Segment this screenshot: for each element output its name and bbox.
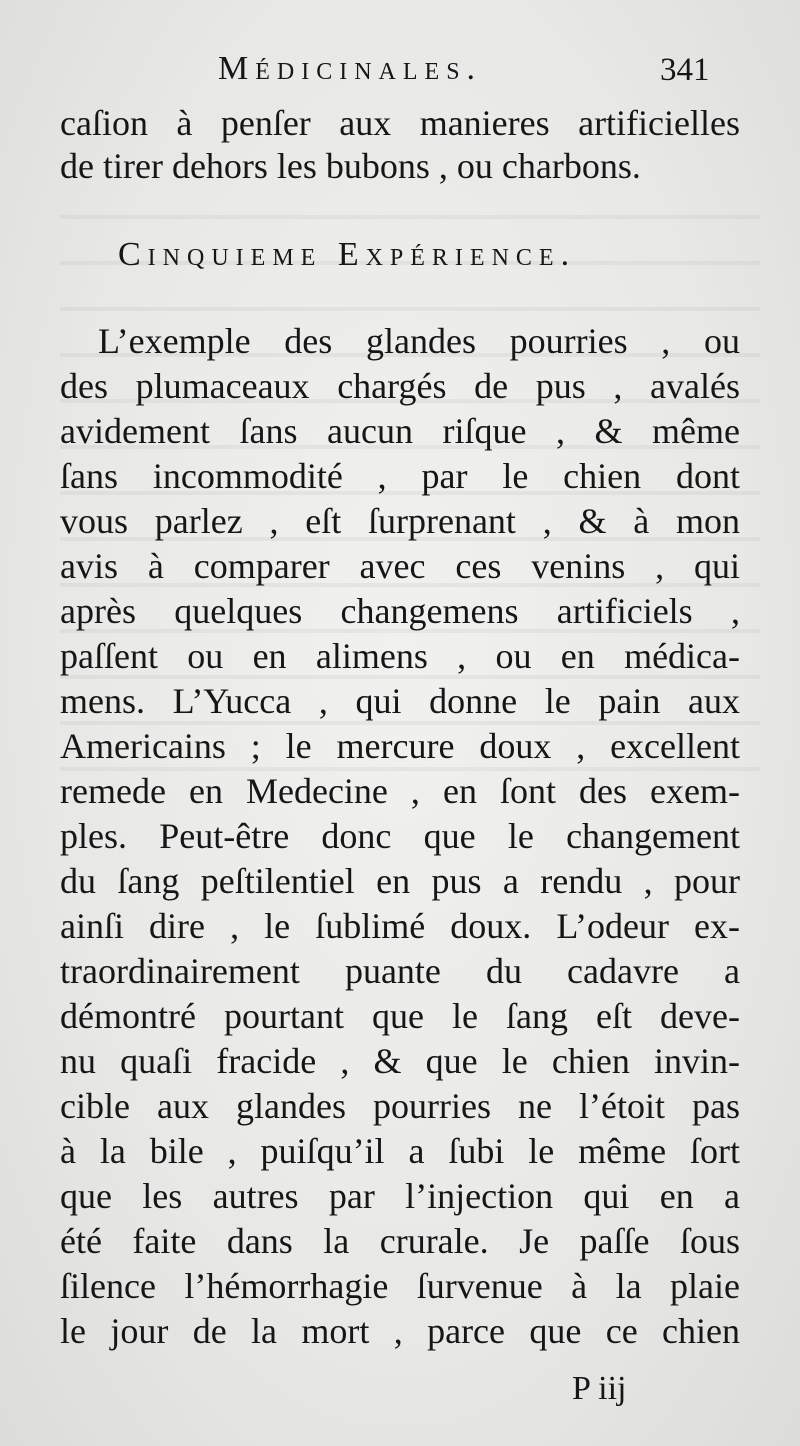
- text-line: des plumaceaux chargés de pus , avalés: [60, 366, 740, 406]
- running-head-title: Médicinales.: [218, 50, 483, 87]
- text-line: ſilence l’hémorrhagie ſurvenue à la plaie: [60, 1266, 740, 1306]
- text-line: que les autres par l’injection qui en a: [60, 1176, 740, 1216]
- text-line: ples. Peut-être donc que le changement: [60, 816, 740, 856]
- text-line: du ſang peſtilentiel en pus a rendu , pour: [60, 861, 740, 901]
- text-line: avidement ſans aucun riſque , & même: [60, 411, 740, 451]
- text-line: après quelques changemens artificiels ,: [60, 591, 740, 631]
- text-line: démontré pourtant que le ſang eſt deve-: [60, 996, 740, 1036]
- text-line: remede en Medecine , en ſont des exem-: [60, 771, 740, 811]
- text-line: cible aux glandes pourries ne l’étoit pas: [60, 1086, 740, 1126]
- text-line: avis à comparer avec ces venins , qui: [60, 546, 740, 586]
- paragraph-first-line: L’exemple des glandes pourries , ou: [98, 321, 740, 361]
- page-number: 341: [660, 52, 710, 88]
- text-line: de tirer dehors les bubons , ou charbons.: [60, 146, 641, 186]
- text-line: Americains ; le mercure doux , excellent: [60, 726, 740, 766]
- text-line: été faite dans la crurale. Je paſſe ſous: [60, 1221, 740, 1261]
- text-line: paſſent ou en alimens , ou en médica-: [60, 636, 740, 676]
- text-line: à la bile , puiſqu’il a ſubi le même ſort: [60, 1131, 740, 1171]
- signature-mark: P iij: [572, 1370, 627, 1407]
- text-line: traordinairement puante du cadavre a: [60, 951, 740, 991]
- text-line: ainſi dire , le ſublimé doux. L’odeur ex-: [60, 906, 740, 946]
- text-line: mens. L’Yucca , qui donne le pain aux: [60, 681, 740, 721]
- running-head: [0, 50, 800, 96]
- section-heading: Cinquieme Expérience.: [118, 236, 577, 273]
- text-line: ſans incommodité , par le chien dont: [60, 456, 740, 496]
- text-line: vous parlez , eſt ſurprenant , & à mon: [60, 501, 740, 541]
- text-line: caſion à penſer aux manieres artificielles: [60, 103, 740, 143]
- text-line: le jour de la mort , parce que ce chien: [60, 1311, 740, 1351]
- text-line: nu quaſi fracide , & que le chien invin-: [60, 1041, 740, 1081]
